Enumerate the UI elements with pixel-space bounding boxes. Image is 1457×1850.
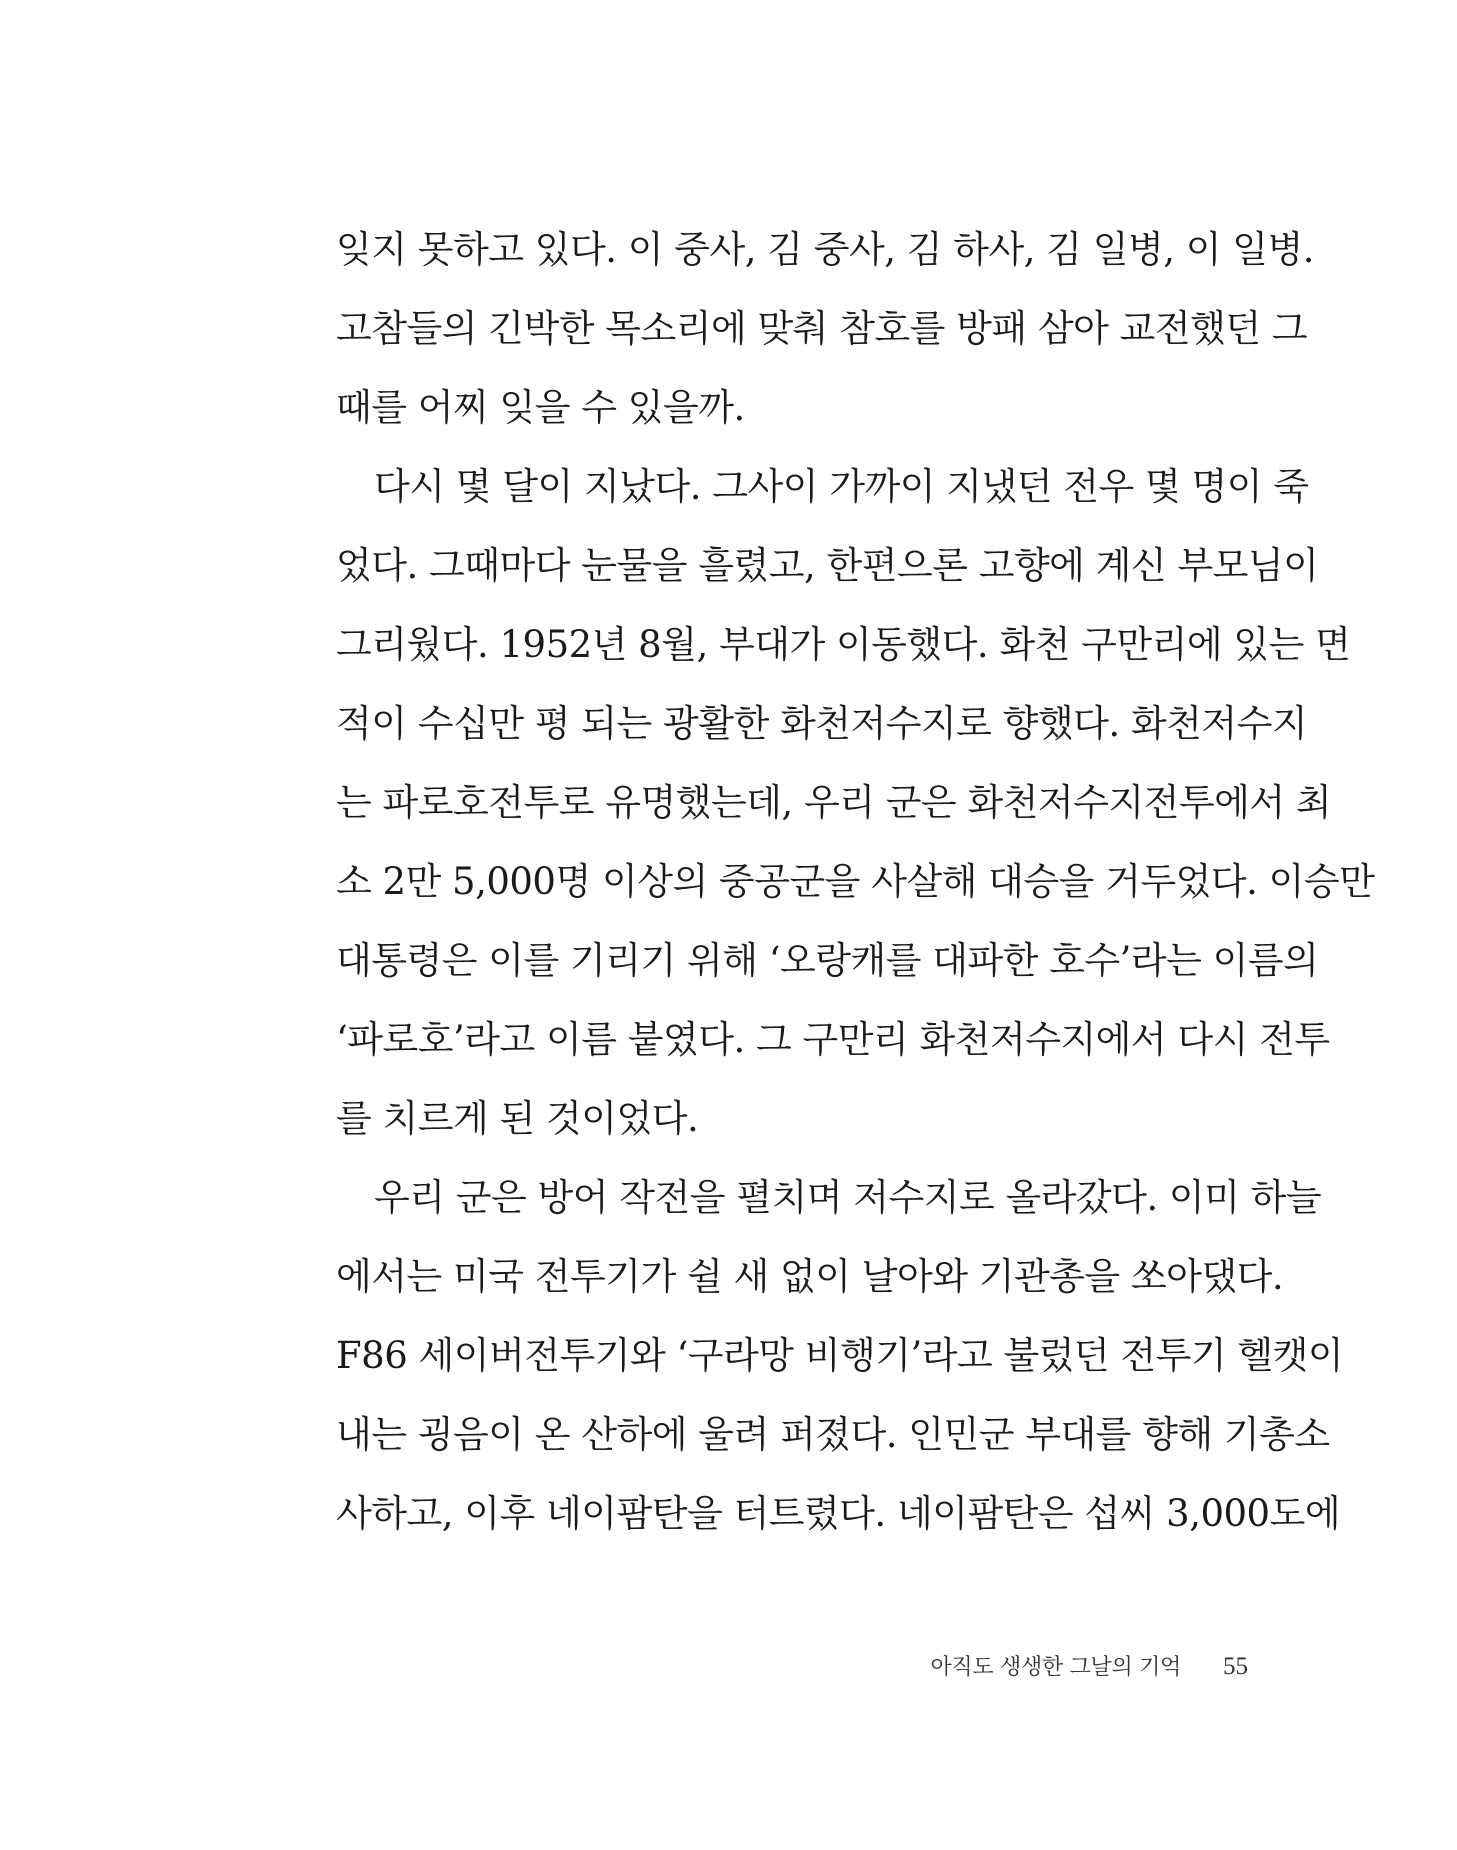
text-line: 는 파로호전투로 유명했는데, 우리 군은 화천저수지전투에서 최 bbox=[336, 781, 1332, 824]
text-line: 소 2만 5,000명 이상의 중공군을 사살해 대승을 거두었다. 이승만 bbox=[336, 860, 1375, 903]
running-title: 아직도 생생한 그날의 기억 bbox=[930, 1655, 1181, 1680]
body-text bbox=[336, 210, 1375, 1553]
text-line: 고참들의 긴박한 목소리에 맞춰 참호를 방패 삼아 교전했던 그 bbox=[336, 307, 1308, 350]
text-line: 사하고, 이후 네이팜탄을 터트렸다. 네이팜탄은 섭씨 3,000도에 bbox=[336, 1492, 1341, 1535]
text-line: 었다. 그때마다 눈물을 흘렸고, 한편으론 고향에 계신 부모님이 bbox=[336, 544, 1319, 587]
text-line: 를 치르게 된 것이었다. bbox=[336, 1097, 699, 1140]
text-line: ‘파로호’라고 이름 붙였다. 그 구만리 화천저수지에서 다시 전투 bbox=[336, 1018, 1330, 1061]
text-line: 적이 수십만 평 되는 광활한 화천저수지로 향했다. 화천저수지 bbox=[336, 702, 1308, 745]
text-line: 다시 몇 달이 지났다. 그사이 가까이 지냈던 전우 몇 명이 죽 bbox=[374, 465, 1309, 508]
text-line: 때를 어찌 잊을 수 있을까. bbox=[336, 386, 745, 429]
text-line: 내는 굉음이 온 산하에 울려 퍼졌다. 인민군 부대를 향해 기총소 bbox=[336, 1413, 1330, 1456]
page-number: 55 bbox=[1223, 1653, 1248, 1680]
text-line: 잊지 못하고 있다. 이 중사, 김 중사, 김 하사, 김 일병, 이 일병. bbox=[336, 228, 1315, 271]
page-footer bbox=[930, 1650, 1248, 1681]
text-line: 그리웠다. 1952년 8월, 부대가 이동했다. 화천 구만리에 있는 면 bbox=[336, 623, 1351, 666]
text-line: 대통령은 이를 기리기 위해 ‘오랑캐를 대파한 호수’라는 이름의 bbox=[336, 939, 1319, 982]
text-line: 에서는 미국 전투기가 쉴 새 없이 날아와 기관총을 쏘아댔다. bbox=[336, 1255, 1284, 1298]
text-line: F86 세이버전투기와 ‘구라망 비행기’라고 불렀던 전투기 헬캣이 bbox=[336, 1334, 1344, 1377]
text-line: 우리 군은 방어 작전을 펼치며 저수지로 올라갔다. 이미 하늘 bbox=[374, 1176, 1322, 1219]
